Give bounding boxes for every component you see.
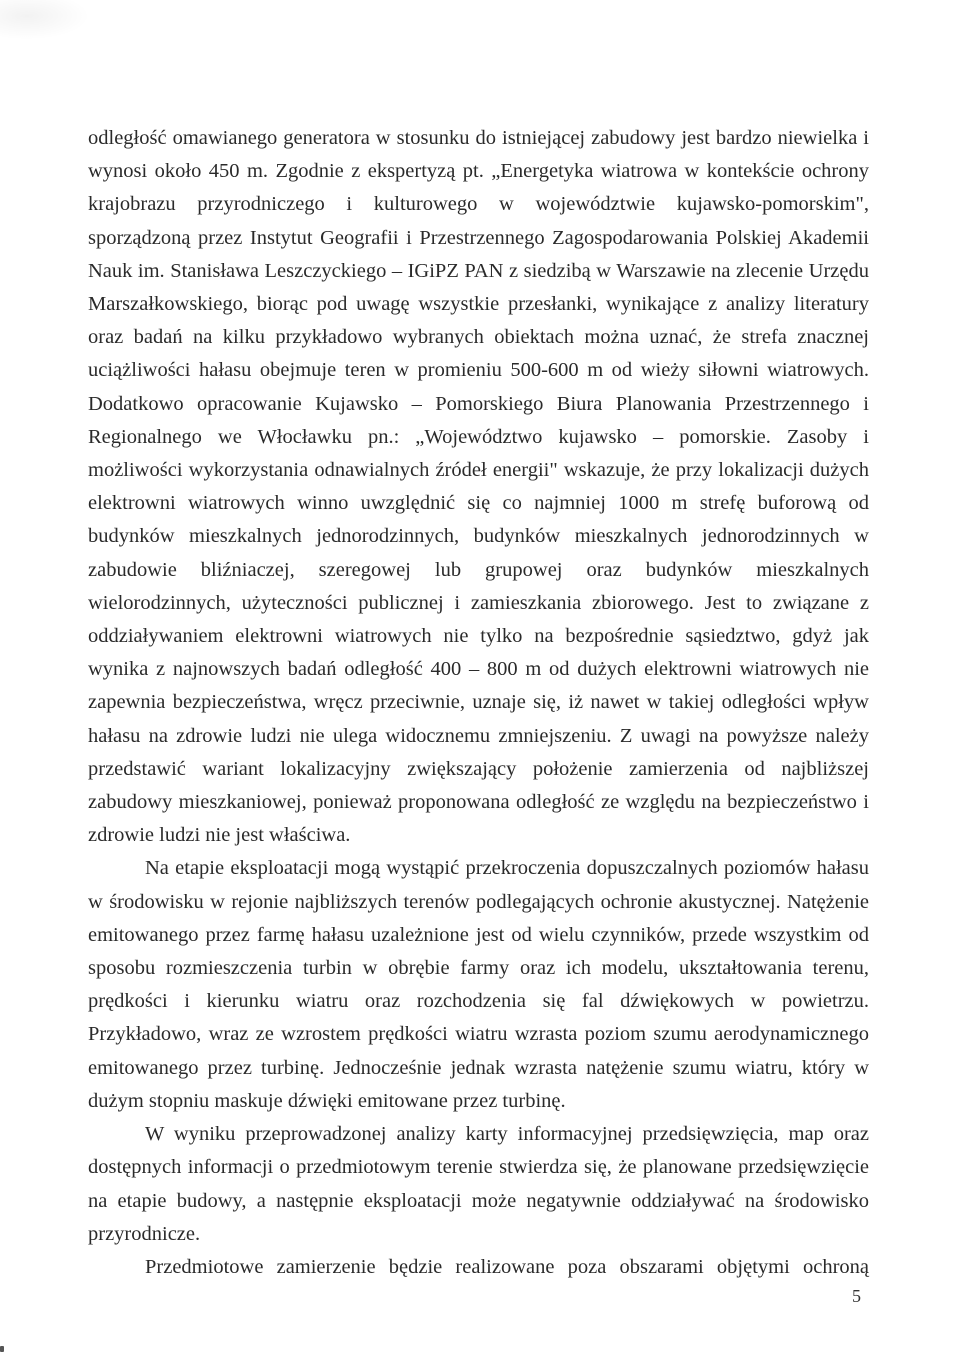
scan-speck: [0, 1346, 4, 1352]
document-body: [88, 122, 869, 1284]
paragraph-protected-areas: Przedmiotowe zamierzenie będzie realizowane poza obszarami objętymi ochroną: [145, 1255, 869, 1278]
paragraph-noise-distance: odległość omawianego generatora w stosunku do istniejącej zabudowy jest bardzo niewielka i wynosi około 450 m. Zgodnie z ekspertyzą pt. „Energetyka wiatrowa w kontekście ochrony krajobrazu przyrodniczego i kulturowego w województwie kujawsko-pomorskim", sporządzoną przez Instytut Geografii i Przestrzennego Zagospodarowania Polskiej Akademii Nauk im. Stanisława Leszczyckiego – IGiPZ PAN z siedzibą w Warszawie na zlecenie Urzędu Marszałkowskiego, biorąc pod uwagę wszystkie przesłanki, wynikające z analizy literatury oraz badań na kilku przykładowo wybranych obiektach można uznać, że strefa znacznej uciążliwości hałasu obejmuje teren w promieniu 500-600 m od wieży siłowni wiatrowych. Dodatkowo opracowanie Kujawsko – Pomorskiego Biura Planowania Przestrzennego i Regionalnego we Włocławku pn.: „Województwo kujawsko – pomorskie. Zasoby i możliwości wykorzystania odnawialnych źródeł energii" wskazuje, że przy lokalizacji dużych elektrowni wiatrowych winno uwzględnić się co najmniej 1000 m strefę buforową od budynków mieszkalnych jednorodzinnych, budynków mieszkalnych jednorodzinnych w zabudowie bliźniaczej, szeregowej lub grupowej oraz budynków mieszkalnych wielorodzinnych, użyteczności publicznej i zamieszkania zbiorowego. Jest to związane z oddziaływaniem elektrowni wiatrowych nie tylko na bezpośrednie sąsiedztwo, gdyż jak wynika z najnowszych badań odległość 400 – 800 m od dużych elektrowni wiatrowych nie zapewnia bezpieczeństwa, wręcz przeciwnie, uznaje się, iż nawet w takiej odległości wpływ hałasu na zdrowie ludzi nie ulega widocznemu zmniejszeniu. Z uwagi na powyższe należy przedstawić wariant lokalizacyjny zwiększający położenie zamierzenia od najbliższej zabudowy mieszkaniowej, ponieważ proponowana odległość ze względu na bezpieczeństwo i zdrowie ludzi nie jest właściwa.: [88, 127, 869, 847]
paragraph-operation-noise: Na etapie eksploatacji mogą wystąpić przekroczenia dopuszczalnych poziomów hałasu w środowisku w rejonie najbliższych terenów podlegających ochronie akustycznej. Natężenie emitowanego przez farmę hałasu uzależnione jest od wielu czynników, przede wszystkim od sposobu rozmieszczenia turbin w obrębie farmy oraz ich modelu, ukształtowania terenu, prędkości i kierunku wiatru oraz rozchodzenia się fal dźwiękowych w powietrzu. Przykładowo, wraz ze wzrostem prędkości wiatru wzrasta poziom szumu aerodynamicznego emitowanego przez turbinę. Jednocześnie jednak wzrasta natężenie szumu wiatru, który w dużym stopniu maskuje dźwięki emitowane przez turbinę.: [88, 857, 869, 1112]
page-number: 5: [852, 1286, 861, 1306]
scan-smudge: [0, 0, 90, 40]
paragraph-analysis-conclusion: W wyniku przeprowadzonej analizy karty informacyjnej przedsięwzięcia, map oraz dostępnych informacji o przedmiotowym terenie stwierdza się, że planowane przedsięwzięcie na etapie budowy, a następnie eksploatacji może negatywnie oddziaływać na środowisko przyrodnicze.: [88, 1123, 869, 1245]
